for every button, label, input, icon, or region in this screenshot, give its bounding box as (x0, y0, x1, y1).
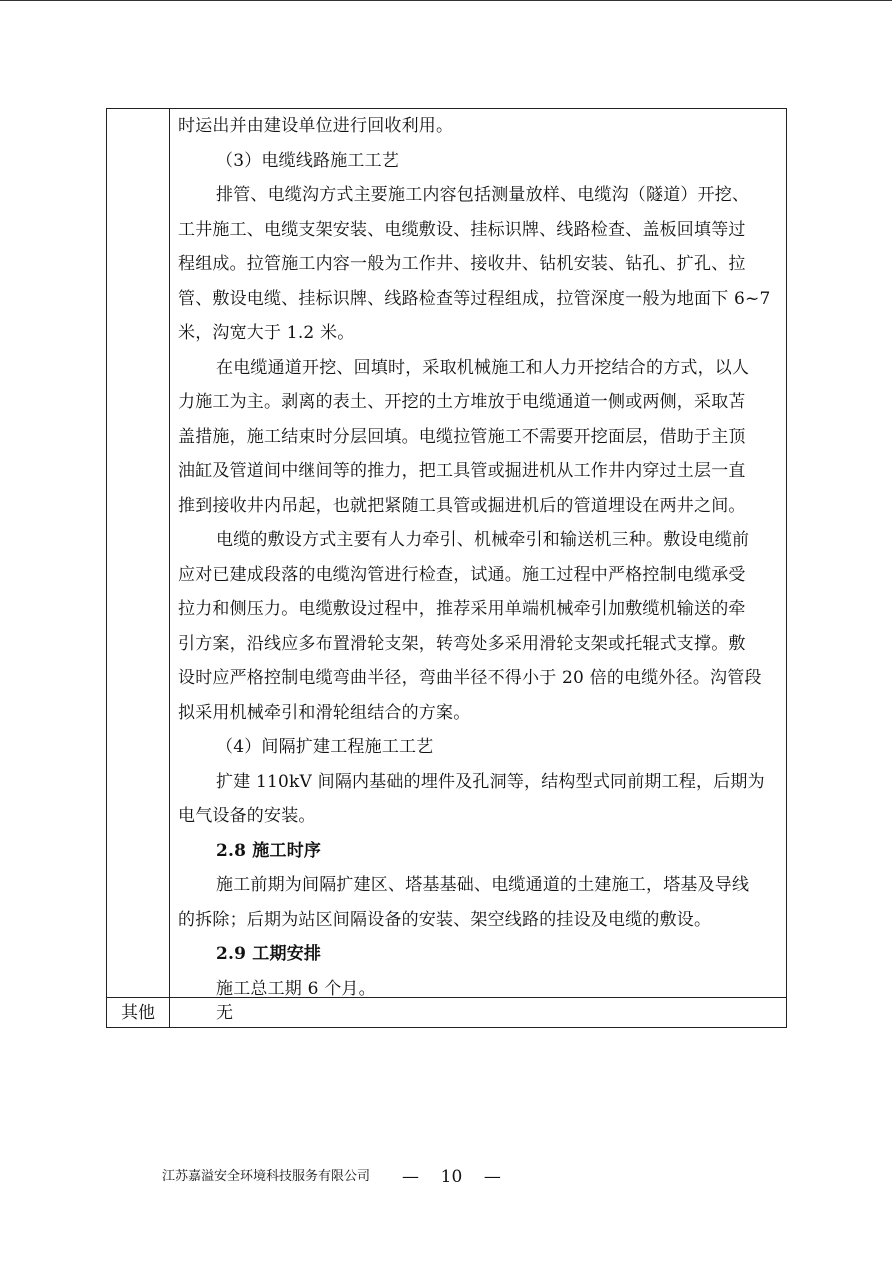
text-line: 拉力和侧压力。电缆敷设过程中，推荐采用单端机械牵引加敷缆机输送的牵 (178, 599, 746, 619)
text-line: （4）间隔扩建工程施工工艺 (216, 737, 434, 757)
text-line: 在电缆通道开挖、回填时，采取机械施工和人力开挖结合的方式，以人 (216, 357, 750, 378)
text-line: 设时应严格控制电缆弯曲半径，弯曲半径不得小于 20 倍的电缆外径。沟管段 (178, 668, 762, 688)
page-number: 10 (440, 1167, 463, 1187)
text-line: 排管、电缆沟方式主要施工内容包括测量放样、电缆沟（隧道）开挖、 (216, 185, 750, 205)
page-dash-right: — (483, 1167, 501, 1187)
text-line: 的拆除；后期为站区间隔设备的安装、架空线路的挂设及电缆的敷设。 (178, 909, 712, 930)
other-row-value: 无 (216, 1003, 233, 1023)
section-heading: 2.9 工期安排 (216, 944, 322, 964)
text-line: 拟采用机械牵引和滑轮组结合的方案。 (178, 702, 471, 723)
text-line: 管、敷设电缆、挂标识牌、线路检查等过程组成，拉管深度一般为地面下 6~7 (178, 288, 771, 309)
text-line: 油缸及管道间中继间等的推力，把工具管或掘进机从工作井内穿过土层一直 (178, 461, 746, 481)
text-line: 盖措施，施工结束时分层回填。电缆拉管施工不需要开挖面层，借助于主顶 (178, 426, 746, 447)
text-line: 工井施工、电缆支架安装、电缆敷设、挂标识牌、线路检查、盖板回填等过 (178, 219, 746, 240)
text-line: 电气设备的安装。 (178, 806, 316, 826)
column-divider (169, 109, 170, 1027)
content-table (106, 108, 787, 1028)
text-line: 电缆的敷设方式主要有人力牵引、机械牵引和输送机三种。敷设电缆前 (216, 530, 750, 550)
text-line: 推到接收井内吊起，也就把紧随工具管或掘进机后的管道埋设在两井之间。 (178, 495, 746, 516)
text-line: 时运出并由建设单位进行回收利用。 (178, 116, 454, 136)
section-heading: 2.8 施工时序 (216, 840, 322, 861)
text-line: 力施工为主。剥离的表土、开挖的土方堆放于电缆通道一侧或两侧，采取苫 (178, 392, 746, 412)
text-line: 施工前期为间隔扩建区、塔基基础、电缆通道的土建施工，塔基及导线 (216, 875, 750, 895)
page-dash-left: — (402, 1167, 419, 1187)
text-line: 扩建 110kV 间隔内基础的埋件及孔洞等，结构型式同前期工程，后期为 (216, 771, 765, 792)
text-line: 施工总工期 6 个月。 (216, 978, 376, 997)
text-line: （3）电缆线路施工工艺 (216, 150, 400, 171)
text-line: 引方案，沿线应多布置滑轮支架，转弯处多采用滑轮支架或托辊式支撑。敷 (178, 633, 746, 654)
footer-company-name: 江苏嘉溢安全环境科技服务有限公司 (162, 1169, 371, 1184)
text-line: 应对已建成段落的电缆沟管进行检查，试通。施工过程中严格控制电缆承受 (178, 564, 746, 585)
text-line: 米，沟宽大于 1.2 米。 (178, 323, 355, 343)
other-row-label: 其他 (121, 1003, 155, 1023)
page-number-block (402, 1162, 501, 1192)
construction-content-cell (178, 109, 784, 997)
top-border-line (0, 0, 892, 1)
page-footer (162, 1162, 722, 1192)
row-divider (107, 997, 786, 998)
text-line: 程组成。拉管施工内容一般为工作井、接收井、钻机安装、钻孔、扩孔、拉 (178, 254, 746, 274)
